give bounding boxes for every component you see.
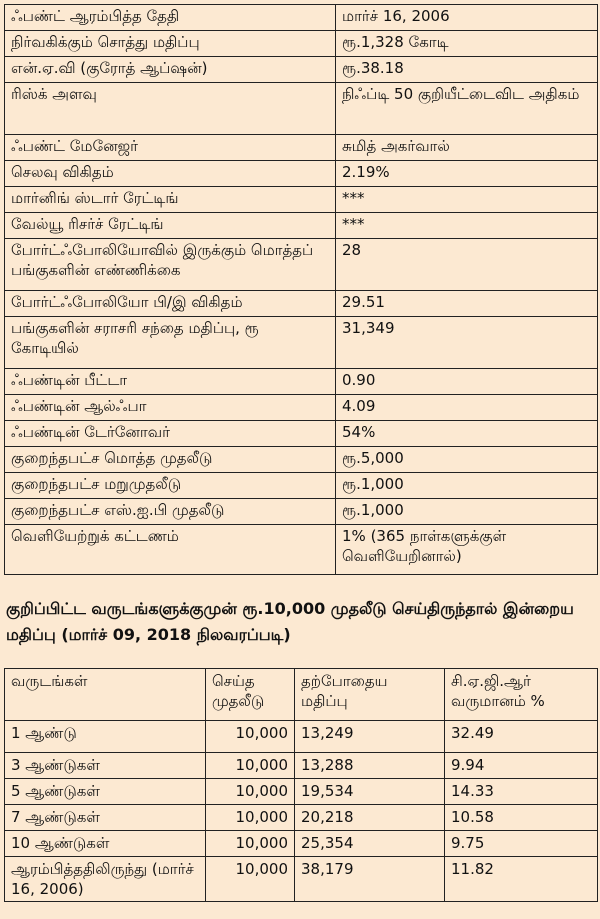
fund-detail-label: வேல்யூ ரிசர்ச் ரேட்டிங்: [5, 213, 336, 239]
fund-detail-value: மார்ச் 16, 2006: [336, 5, 598, 31]
cell-period: 5 ஆண்டுகள்: [5, 779, 206, 805]
returns-row: [5, 779, 598, 805]
fund-detail-label: என்.ஏ.வி (குரோத் ஆப்ஷன்): [5, 57, 336, 83]
fund-detail-value: சுமித் அகர்வால்: [336, 135, 598, 161]
fund-detail-value: ரூ.1,328 கோடி: [336, 31, 598, 57]
cell-period: ஆரம்பித்ததிலிருந்து (மார்ச் 16, 2006): [5, 857, 206, 902]
fund-detail-row: [5, 161, 598, 187]
fund-detail-label: போர்ட்ஃபோலியோவில் இருக்கும் மொத்தப் பங்குகளின் எண்ணிக்கை: [5, 239, 336, 291]
fund-detail-row: [5, 5, 598, 31]
fund-detail-value: ***: [336, 213, 598, 239]
returns-row: [5, 805, 598, 831]
cell-current: 13,249: [295, 721, 445, 753]
cell-invested: 10,000: [206, 857, 295, 902]
fund-detail-value: ரூ.1,000: [336, 499, 598, 525]
fund-detail-value: 28: [336, 239, 598, 291]
fund-detail-value: 29.51: [336, 291, 598, 317]
fund-detail-value: ரூ.1,000: [336, 473, 598, 499]
fund-detail-row: [5, 31, 598, 57]
fund-detail-value: ரூ.38.18: [336, 57, 598, 83]
returns-row: [5, 721, 598, 753]
cell-invested: 10,000: [206, 753, 295, 779]
fund-detail-row: [5, 525, 598, 575]
returns-table: [4, 668, 598, 902]
cell-period: 3 ஆண்டுகள்: [5, 753, 206, 779]
cell-cagr: 9.75: [445, 831, 598, 857]
returns-row: [5, 753, 598, 779]
fund-detail-row: [5, 187, 598, 213]
cell-current: 38,179: [295, 857, 445, 902]
fund-detail-row: [5, 369, 598, 395]
fund-detail-label: ரிஸ்க் அளவு: [5, 83, 336, 135]
fund-detail-label: குறைந்தபட்ச மறுமுதலீடு: [5, 473, 336, 499]
fund-detail-row: [5, 421, 598, 447]
returns-row: [5, 831, 598, 857]
cell-current: 25,354: [295, 831, 445, 857]
cell-period: 10 ஆண்டுகள்: [5, 831, 206, 857]
cell-period: 1 ஆண்டு: [5, 721, 206, 753]
fund-detail-value: 0.90: [336, 369, 598, 395]
cell-period: 7 ஆண்டுகள்: [5, 805, 206, 831]
cell-cagr: 9.94: [445, 753, 598, 779]
cell-invested: 10,000: [206, 721, 295, 753]
fund-detail-label: ஃபண்டின் ஆல்ஃபா: [5, 395, 336, 421]
fund-detail-value: 54%: [336, 421, 598, 447]
header-cagr: சி.ஏ.ஜி.ஆர் வருமானம் %: [445, 669, 598, 721]
cell-current: 13,288: [295, 753, 445, 779]
fund-detail-row: [5, 239, 598, 291]
cell-cagr: 14.33: [445, 779, 598, 805]
cell-invested: 10,000: [206, 779, 295, 805]
fund-detail-label: ஃபண்டின் டேர்னோவர்: [5, 421, 336, 447]
fund-detail-value: நிஃப்டி 50 குறியீட்டைவிட அதிகம்: [336, 83, 598, 135]
fund-detail-row: [5, 317, 598, 369]
header-years: வருடங்கள்: [5, 669, 206, 721]
fund-detail-label: குறைந்தபட்ச மொத்த முதலீடு: [5, 447, 336, 473]
fund-detail-row: [5, 135, 598, 161]
fund-detail-row: [5, 395, 598, 421]
header-invested: செய்த முதலீடு: [206, 669, 295, 721]
returns-header-row: [5, 669, 598, 721]
fund-detail-row: [5, 57, 598, 83]
fund-detail-row: [5, 473, 598, 499]
cell-invested: 10,000: [206, 805, 295, 831]
fund-detail-label: குறைந்தபட்ச எஸ்.ஐ.பி முதலீடு: [5, 499, 336, 525]
fund-detail-value: ரூ.5,000: [336, 447, 598, 473]
returns-row: [5, 857, 598, 902]
fund-detail-label: போர்ட்ஃபோலியோ பி/இ விகிதம்: [5, 291, 336, 317]
header-current-value: தற்போதைய மதிப்பு: [295, 669, 445, 721]
fund-detail-label: ஃபண்ட் ஆரம்பித்த தேதி: [5, 5, 336, 31]
fund-detail-row: [5, 291, 598, 317]
fund-detail-label: ஃபண்டின் பீட்டா: [5, 369, 336, 395]
fund-detail-label: நிர்வகிக்கும் சொத்து மதிப்பு: [5, 31, 336, 57]
fund-detail-label: வெளியேற்றுக் கட்டணம்: [5, 525, 336, 575]
cell-cagr: 10.58: [445, 805, 598, 831]
cell-current: 20,218: [295, 805, 445, 831]
fund-detail-label: மார்னிங் ஸ்டார் ரேட்டிங்: [5, 187, 336, 213]
fund-detail-label: ஃபண்ட் மேனேஜர்: [5, 135, 336, 161]
fund-detail-row: [5, 447, 598, 473]
cell-invested: 10,000: [206, 831, 295, 857]
fund-detail-value: 2.19%: [336, 161, 598, 187]
cell-cagr: 32.49: [445, 721, 598, 753]
fund-detail-value: ***: [336, 187, 598, 213]
fund-detail-value: 4.09: [336, 395, 598, 421]
fund-details-table: [4, 4, 598, 575]
fund-detail-value: 31,349: [336, 317, 598, 369]
cell-cagr: 11.82: [445, 857, 598, 902]
fund-detail-value: 1% (365 நாள்களுக்குள் வெளியேறினால்): [336, 525, 598, 575]
fund-detail-row: [5, 213, 598, 239]
fund-detail-row: [5, 83, 598, 135]
returns-heading: குறிப்பிட்ட வருடங்களுக்குமுன் ரூ.10,000 முதலீடு செய்திருந்தால் இன்றைய மதிப்பு (மார்ச் 09, 2018 நிலவரப்படி): [6, 599, 574, 644]
fund-detail-row: [5, 499, 598, 525]
fund-detail-label: செலவு விகிதம்: [5, 161, 336, 187]
cell-current: 19,534: [295, 779, 445, 805]
fund-detail-label: பங்குகளின் சராசரி சந்தை மதிப்பு, ரூ கோடியில்: [5, 317, 336, 369]
